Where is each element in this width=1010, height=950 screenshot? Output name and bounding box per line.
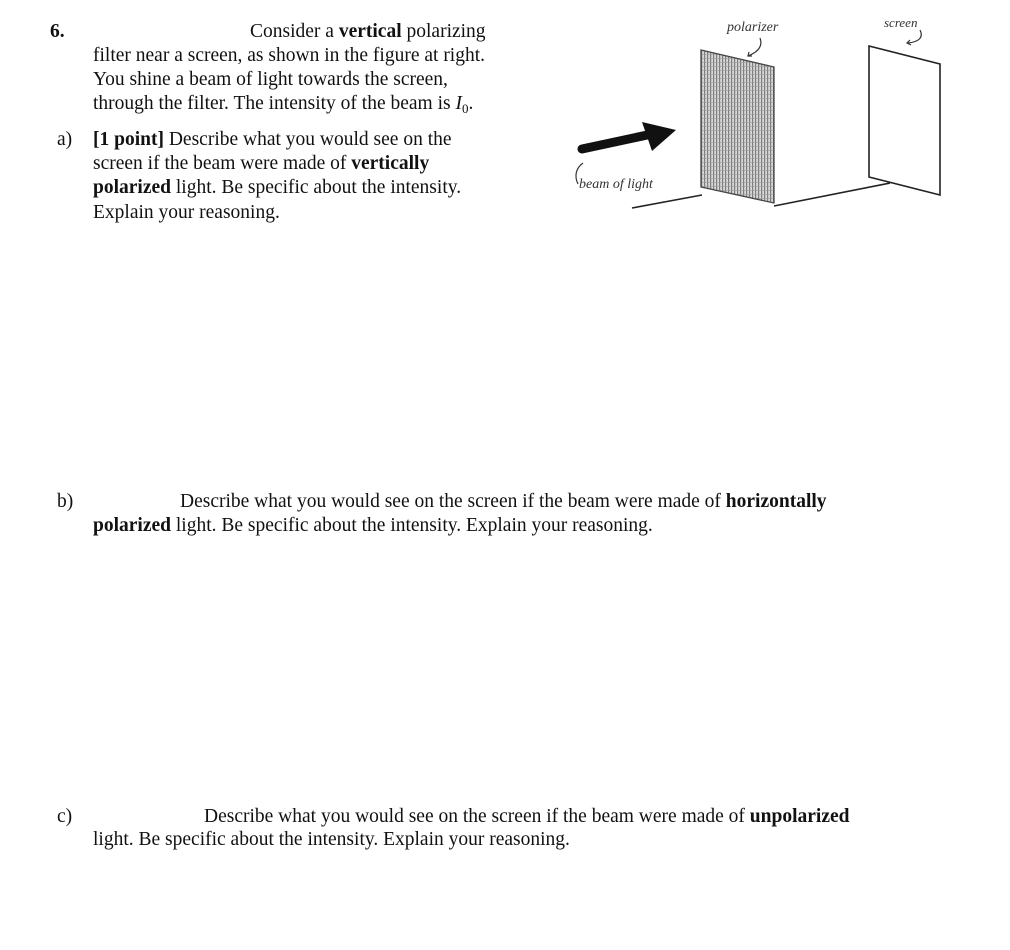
polarizer-panel xyxy=(701,50,774,203)
intro-text: polarizing xyxy=(401,21,486,42)
screen-label: screen xyxy=(884,15,918,30)
intro-text: . xyxy=(468,93,474,114)
part-a-text: screen if the beam were made of xyxy=(93,153,352,174)
part-c-text: Describe what you would see on the screen if the beam were made of xyxy=(204,806,750,827)
part-c-bold-unpolarized: unpolarized xyxy=(749,806,850,827)
beam-arrow-shaft xyxy=(582,134,652,149)
question-number: 6. xyxy=(50,21,65,42)
part-b-line-2 xyxy=(93,514,653,538)
part-b-bold-horizontally: horizontally xyxy=(725,491,827,512)
part-b-text: Describe what you would see on the screen if the beam were made of xyxy=(180,491,726,512)
intensity-symbol: I xyxy=(455,93,462,114)
part-a-text: light. Be specific about the intensity. xyxy=(171,177,462,198)
part-a-label: a) xyxy=(57,129,73,150)
beam-label: beam of light xyxy=(579,177,653,192)
part-b-label: b) xyxy=(57,491,74,512)
intro-line-4 xyxy=(93,92,473,116)
part-a-line-1 xyxy=(93,128,452,152)
part-a-bold-polarized: polarized xyxy=(93,177,171,198)
part-a-text: Describe what you would see on the xyxy=(163,129,452,150)
part-c-line-2: light. Be specific about the intensity. Explain your reasoning. xyxy=(93,829,570,850)
part-a-line-2 xyxy=(93,152,429,176)
part-b-text: light. Be specific about the intensity. Explain your reasoning. xyxy=(171,515,653,536)
part-b-line-1 xyxy=(180,490,827,514)
part-a-line-4: Explain your reasoning. xyxy=(93,202,280,223)
screen-panel xyxy=(869,46,940,195)
polarizer-label: polarizer xyxy=(727,20,779,35)
intro-text: Consider a xyxy=(250,21,339,42)
intro-text: through the filter. The intensity of the beam is xyxy=(93,93,456,114)
polarizer-pointer xyxy=(748,38,761,56)
intro-line-3: You shine a beam of light towards the screen, xyxy=(93,69,448,90)
intensity-subscript: 0 xyxy=(461,101,469,116)
intro-line-1 xyxy=(250,20,486,44)
beam-arrow-head xyxy=(642,122,676,151)
part-a-line-3 xyxy=(93,176,461,200)
intro-line-2: filter near a screen, as shown in the figure at right. xyxy=(93,45,486,66)
part-c-label: c) xyxy=(57,806,73,827)
intro-bold-vertical: vertical xyxy=(338,21,402,42)
part-c-line-1 xyxy=(204,805,849,829)
part-a-bold-vertically: vertically xyxy=(351,153,430,174)
part-b-bold-polarized: polarized xyxy=(93,515,171,536)
polarizer-figure xyxy=(560,0,1000,230)
floor-line-right xyxy=(774,183,890,206)
part-a-points: [1 point] xyxy=(93,129,164,150)
